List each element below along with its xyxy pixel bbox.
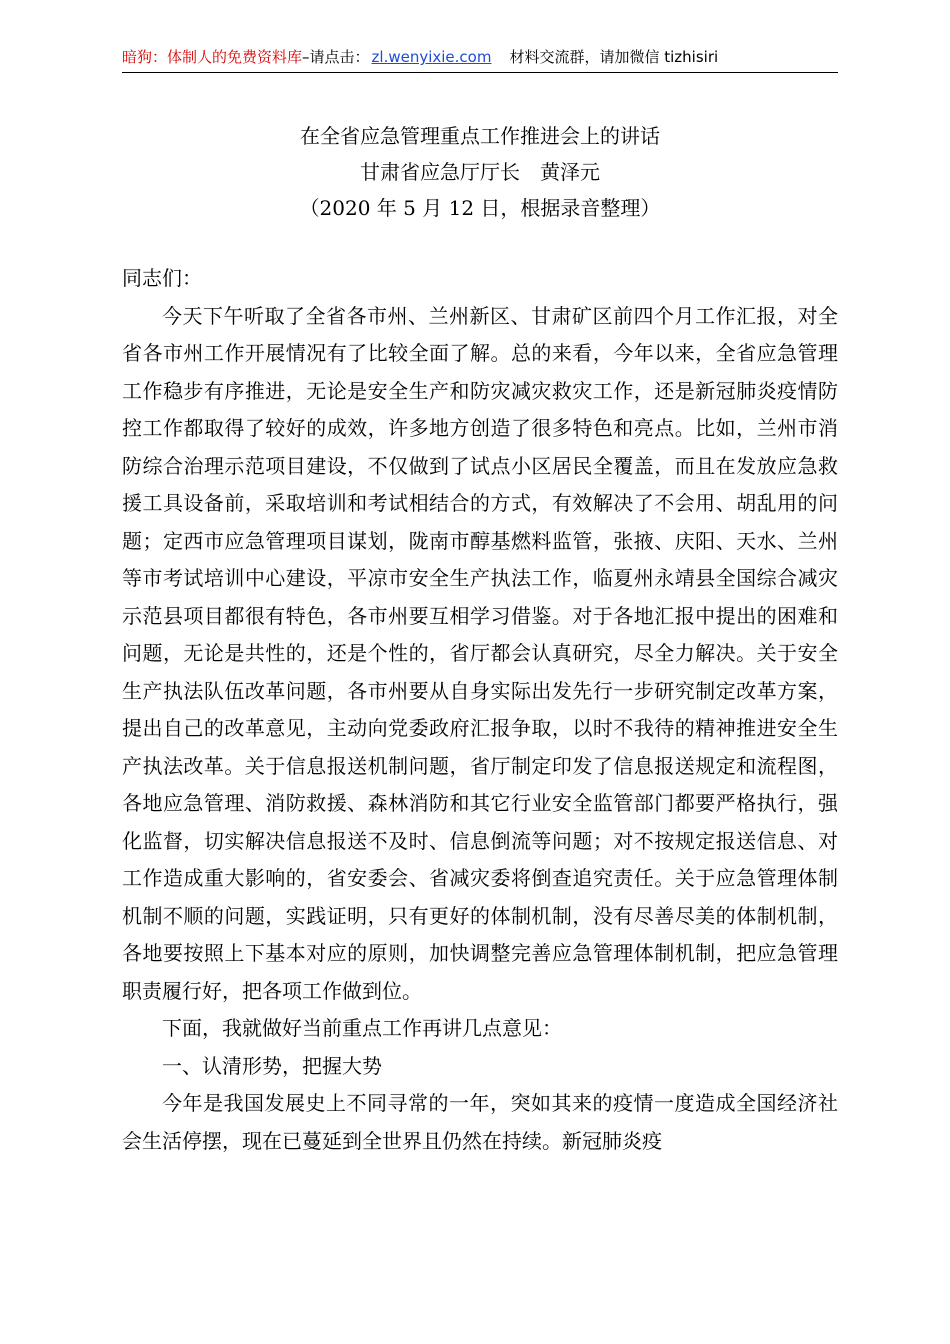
paragraph-2: 下面，我就做好当前重点工作再讲几点意见： xyxy=(162,1016,562,1040)
document-body xyxy=(122,260,838,1160)
header-brand: 暗狗：体制人的免费资料库 xyxy=(122,48,303,66)
header-divider xyxy=(122,72,838,73)
title-block xyxy=(122,118,838,226)
header-note: 材料交流群，请加微信 tizhisiri xyxy=(509,48,719,66)
paragraph-3: 今年是我国发展史上不同寻常的一年，突如其来的疫情一度造成全国经济社会生活停摆，现在已蔓延到全世界且仍然在持续。新冠肺炎疫 xyxy=(122,1091,838,1153)
document-date-note: （2020 年 5 月 12 日，根据录音整理） xyxy=(299,196,661,220)
section-heading-1: 一、认清形势，把握大势 xyxy=(162,1053,382,1078)
header-prompt: –请点击： xyxy=(302,48,370,66)
salutation: 同志们： xyxy=(122,266,202,290)
document-author: 甘肃省应急厅厅长 黄泽元 xyxy=(360,160,600,184)
paragraph-1: 今天下午听取了全省各市州、兰州新区、甘肃矿区前四个月工作汇报，对全省各市州工作开展情况有了比较全面了解。总的来看，今年以来，全省应急管理工作稳步有序推进，无论是安全生产和防灾减灾救灾工作，还是新冠肺炎疫情防控工作都取得了较好的成效，许多地方创造了很多特色和亮点。比如，兰州市消防综合治理示范项目建设，不仅做到了试点小区居民全覆盖，而且在发放应急救援工具设备前，采取培训和考试相结合的方式，有效解决了不会用、胡乱用的问题；定西市应急管理项目谋划，陇南市醇基燃料监管，张掖、庆阳、天水、兰州等市考试培训中心建设，平凉市安全生产执法工作，临夏州永靖县全国综合减灾示范县项目都很有特色，各市州要互相学习借鉴。对于各地汇报中提出的困难和问题，无论是共性的，还是个性的，省厅都会认真研究，尽全力解决。关于安全生产执法队伍改革问题，各市州要从自身实际出发先行一步研究制定改革方案，提出自己的改革意见，主动向党委政府汇报争取，以时不我待的精神推进安全生产执法改革。关于信息报送机制问题，省厅制定印发了信息报送规定和流程图，各地应急管理、消防救援、森林消防和其它行业安全监管部门都要严格执行，强化监督，切实解决信息报送不及时、信息倒流等问题；对不按规定报送信息、对工作造成重大影响的，省安委会、省减灾委将倒查追究责任。关于应急管理体制机制不顺的问题，实践证明，只有更好的体制机制，没有尽善尽美的体制机制，各地要按照上下基本对应的原则，加快调整完善应急管理体制机制，把应急管理职责履行好，把各项工作做到位。 xyxy=(122,303,838,1003)
header-link[interactable]: zl.wenyixie.com xyxy=(371,48,492,66)
page-header xyxy=(122,46,838,72)
document-title: 在全省应急管理重点工作推进会上的讲话 xyxy=(300,124,660,148)
